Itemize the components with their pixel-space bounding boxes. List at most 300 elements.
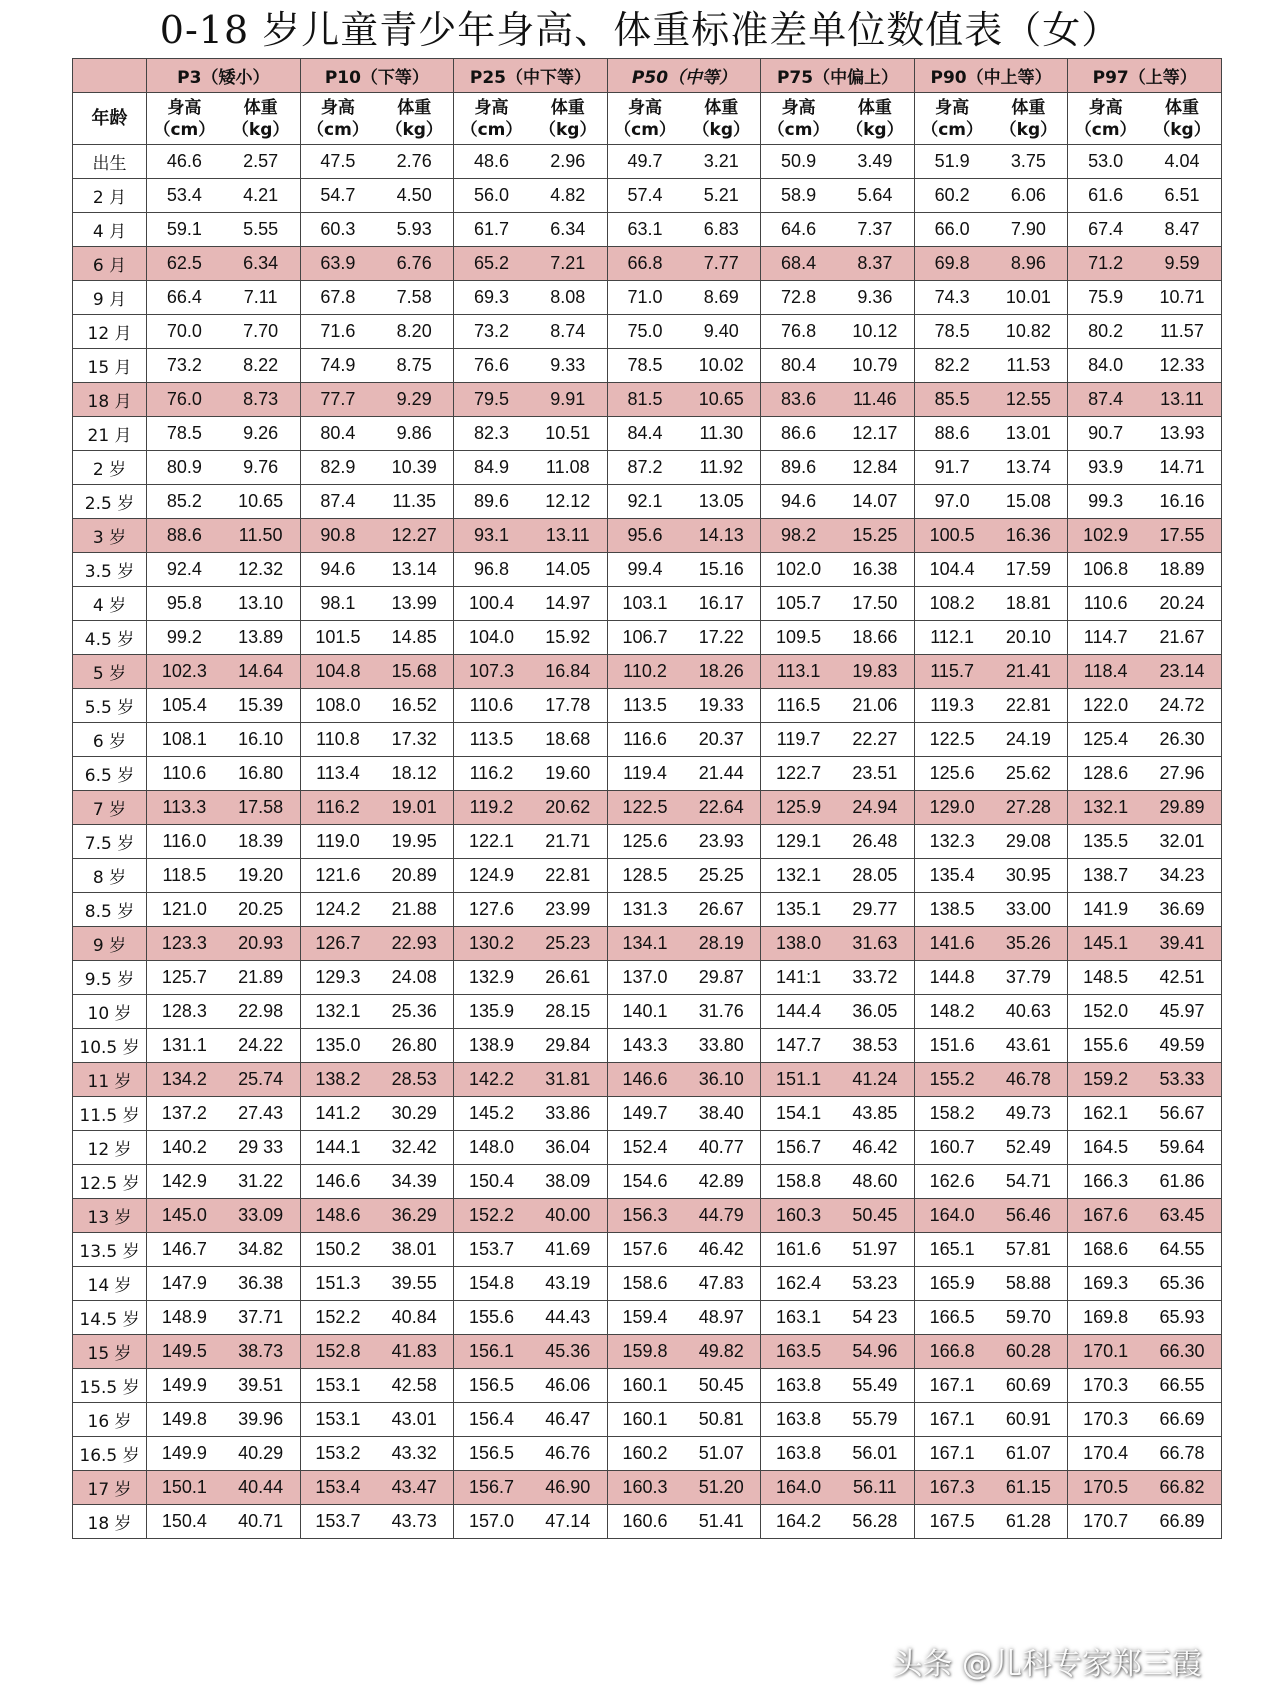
- weight-cell: 24.19: [989, 723, 1067, 757]
- height-cell: 138.9: [454, 1029, 529, 1063]
- table-row: [73, 247, 1222, 281]
- weight-cell: 23.93: [682, 825, 760, 859]
- height-cell: 146.6: [607, 1063, 682, 1097]
- weight-cell: 51.07: [682, 1437, 760, 1471]
- height-cell: 160.2: [607, 1437, 682, 1471]
- weight-cell: 16.10: [222, 723, 300, 757]
- age-cell: 9 岁: [73, 927, 147, 961]
- age-cell: 8 岁: [73, 859, 147, 893]
- weight-cell: 12.17: [836, 417, 914, 451]
- weight-cell: 30.95: [989, 859, 1067, 893]
- weight-cell: 58.88: [989, 1267, 1067, 1301]
- weight-cell: 12.84: [836, 451, 914, 485]
- height-label: 身高: [628, 97, 663, 118]
- height-cell: 149.7: [607, 1097, 682, 1131]
- weight-cell: 48.60: [836, 1165, 914, 1199]
- weight-cell: 22.64: [682, 791, 760, 825]
- age-cell: 9.5 岁: [73, 961, 147, 995]
- weight-cell: 31.63: [836, 927, 914, 961]
- weight-cell: 49.82: [682, 1335, 760, 1369]
- weight-cell: 66.30: [1143, 1335, 1222, 1369]
- weight-cell: 5.55: [222, 213, 300, 247]
- weight-cell: 8.75: [375, 349, 453, 383]
- height-cell: 116.5: [761, 689, 836, 723]
- height-cell: 80.4: [300, 417, 375, 451]
- height-cell: 124.2: [300, 893, 375, 927]
- weight-cell: 24.08: [375, 961, 453, 995]
- height-cell: 66.0: [914, 213, 989, 247]
- weight-cell: 51.20: [682, 1471, 760, 1505]
- height-unit-header: [454, 93, 529, 145]
- weight-cell: 56.11: [836, 1471, 914, 1505]
- weight-cell: 8.69: [682, 281, 760, 315]
- weight-label: 体重: [1011, 97, 1046, 118]
- height-cell: 134.2: [147, 1063, 222, 1097]
- height-cell: 119.7: [761, 723, 836, 757]
- height-cell: 119.4: [607, 757, 682, 791]
- height-cell: 167.1: [914, 1369, 989, 1403]
- height-cell: 152.4: [607, 1131, 682, 1165]
- table-row: [73, 1097, 1222, 1131]
- weight-cell: 18.26: [682, 655, 760, 689]
- height-cell: 62.5: [147, 247, 222, 281]
- height-cell: 86.6: [761, 417, 836, 451]
- height-unit: （cm）: [307, 119, 369, 140]
- table-row: [73, 791, 1222, 825]
- height-cell: 150.4: [147, 1505, 222, 1539]
- height-cell: 53.0: [1068, 145, 1143, 179]
- weight-cell: 33.00: [989, 893, 1067, 927]
- height-unit-header: [914, 93, 989, 145]
- weight-cell: 9.40: [682, 315, 760, 349]
- height-cell: 156.1: [454, 1335, 529, 1369]
- height-cell: 65.2: [454, 247, 529, 281]
- height-cell: 150.2: [300, 1233, 375, 1267]
- height-cell: 80.2: [1068, 315, 1143, 349]
- weight-cell: 44.79: [682, 1199, 760, 1233]
- height-cell: 84.4: [607, 417, 682, 451]
- height-cell: 60.2: [914, 179, 989, 213]
- weight-cell: 8.74: [529, 315, 607, 349]
- weight-cell: 30.29: [375, 1097, 453, 1131]
- weight-cell: 6.76: [375, 247, 453, 281]
- weight-cell: 24.72: [1143, 689, 1222, 723]
- weight-cell: 11.57: [1143, 315, 1222, 349]
- height-cell: 76.6: [454, 349, 529, 383]
- height-cell: 50.9: [761, 145, 836, 179]
- weight-cell: 60.28: [989, 1335, 1067, 1369]
- weight-cell: 12.32: [222, 553, 300, 587]
- height-cell: 121.0: [147, 893, 222, 927]
- weight-cell: 21.67: [1143, 621, 1222, 655]
- weight-cell: 27.96: [1143, 757, 1222, 791]
- weight-cell: 59.70: [989, 1301, 1067, 1335]
- weight-cell: 40.84: [375, 1301, 453, 1335]
- height-cell: 93.9: [1068, 451, 1143, 485]
- age-cell: 11.5 岁: [73, 1097, 147, 1131]
- weight-cell: 43.61: [989, 1029, 1067, 1063]
- height-cell: 124.9: [454, 859, 529, 893]
- weight-cell: 20.89: [375, 859, 453, 893]
- weight-cell: 57.81: [989, 1233, 1067, 1267]
- height-cell: 129.0: [914, 791, 989, 825]
- weight-label: 体重: [1164, 97, 1199, 118]
- weight-cell: 15.25: [836, 519, 914, 553]
- age-cell: 5.5 岁: [73, 689, 147, 723]
- weight-cell: 41.83: [375, 1335, 453, 1369]
- height-cell: 122.1: [454, 825, 529, 859]
- table-row: [73, 757, 1222, 791]
- weight-cell: 12.55: [989, 383, 1067, 417]
- height-cell: 152.8: [300, 1335, 375, 1369]
- weight-cell: 43.32: [375, 1437, 453, 1471]
- weight-cell: 4.82: [529, 179, 607, 213]
- height-label: 身高: [320, 97, 355, 118]
- weight-cell: 3.21: [682, 145, 760, 179]
- weight-cell: 26.80: [375, 1029, 453, 1063]
- table-row: [73, 927, 1222, 961]
- weight-cell: 12.27: [375, 519, 453, 553]
- height-cell: 103.1: [607, 587, 682, 621]
- weight-cell: 10.12: [836, 315, 914, 349]
- height-cell: 163.8: [761, 1437, 836, 1471]
- weight-cell: 40.00: [529, 1199, 607, 1233]
- table-row: [73, 825, 1222, 859]
- height-cell: 147.7: [761, 1029, 836, 1063]
- height-cell: 164.5: [1068, 1131, 1143, 1165]
- weight-cell: 7.77: [682, 247, 760, 281]
- height-cell: 149.9: [147, 1369, 222, 1403]
- weight-cell: 5.21: [682, 179, 760, 213]
- weight-cell: 46.42: [836, 1131, 914, 1165]
- weight-cell: 25.23: [529, 927, 607, 961]
- weight-cell: 17.22: [682, 621, 760, 655]
- weight-cell: 20.37: [682, 723, 760, 757]
- weight-cell: 24.94: [836, 791, 914, 825]
- weight-cell: 28.15: [529, 995, 607, 1029]
- height-cell: 106.7: [607, 621, 682, 655]
- height-cell: 80.9: [147, 451, 222, 485]
- height-cell: 141.2: [300, 1097, 375, 1131]
- height-cell: 138.0: [761, 927, 836, 961]
- height-cell: 88.6: [147, 519, 222, 553]
- weight-cell: 26.67: [682, 893, 760, 927]
- weight-cell: 15.16: [682, 553, 760, 587]
- height-cell: 164.0: [761, 1471, 836, 1505]
- weight-cell: 18.66: [836, 621, 914, 655]
- height-cell: 148.9: [147, 1301, 222, 1335]
- weight-cell: 9.76: [222, 451, 300, 485]
- weight-cell: 40.29: [222, 1437, 300, 1471]
- height-cell: 163.8: [761, 1403, 836, 1437]
- weight-cell: 32.01: [1143, 825, 1222, 859]
- height-cell: 158.6: [607, 1267, 682, 1301]
- height-cell: 125.9: [761, 791, 836, 825]
- weight-cell: 2.76: [375, 145, 453, 179]
- weight-cell: 33.72: [836, 961, 914, 995]
- weight-cell: 13.74: [989, 451, 1067, 485]
- height-unit-header: [1068, 93, 1143, 145]
- height-cell: 156.5: [454, 1437, 529, 1471]
- weight-cell: 55.49: [836, 1369, 914, 1403]
- height-unit: （cm）: [460, 119, 523, 140]
- weight-cell: 43.73: [375, 1505, 453, 1539]
- height-cell: 145.1: [1068, 927, 1143, 961]
- weight-cell: 66.82: [1143, 1471, 1222, 1505]
- height-cell: 102.9: [1068, 519, 1143, 553]
- height-cell: 100.5: [914, 519, 989, 553]
- height-cell: 104.0: [454, 621, 529, 655]
- height-cell: 88.6: [914, 417, 989, 451]
- height-cell: 149.9: [147, 1437, 222, 1471]
- weight-cell: 7.70: [222, 315, 300, 349]
- height-cell: 107.3: [454, 655, 529, 689]
- height-cell: 132.1: [300, 995, 375, 1029]
- height-cell: 153.2: [300, 1437, 375, 1471]
- age-cell: 10.5 岁: [73, 1029, 147, 1063]
- weight-cell: 63.45: [1143, 1199, 1222, 1233]
- height-cell: 144.8: [914, 961, 989, 995]
- height-cell: 71.0: [607, 281, 682, 315]
- height-cell: 166.5: [914, 1301, 989, 1335]
- weight-cell: 9.91: [529, 383, 607, 417]
- header-p90: P90（中上等）: [914, 59, 1068, 93]
- height-cell: 84.0: [1068, 349, 1143, 383]
- weight-cell: 14.71: [1143, 451, 1222, 485]
- table-row: [73, 417, 1222, 451]
- height-cell: 150.4: [454, 1165, 529, 1199]
- weight-cell: 33.80: [682, 1029, 760, 1063]
- weight-cell: 25.36: [375, 995, 453, 1029]
- height-cell: 69.3: [454, 281, 529, 315]
- height-unit-header: [761, 93, 836, 145]
- weight-cell: 66.69: [1143, 1403, 1222, 1437]
- height-cell: 159.8: [607, 1335, 682, 1369]
- weight-cell: 38.40: [682, 1097, 760, 1131]
- height-cell: 135.9: [454, 995, 529, 1029]
- weight-cell: 12.12: [529, 485, 607, 519]
- weight-cell: 21.89: [222, 961, 300, 995]
- weight-cell: 22.81: [529, 859, 607, 893]
- weight-cell: 7.11: [222, 281, 300, 315]
- height-cell: 85.5: [914, 383, 989, 417]
- height-cell: 46.6: [147, 145, 222, 179]
- height-unit-header: [147, 93, 222, 145]
- height-cell: 160.1: [607, 1369, 682, 1403]
- table-row: [73, 1199, 1222, 1233]
- weight-cell: 16.36: [989, 519, 1067, 553]
- weight-cell: 11.92: [682, 451, 760, 485]
- weight-cell: 14.05: [529, 553, 607, 587]
- weight-cell: 41.24: [836, 1063, 914, 1097]
- height-cell: 67.4: [1068, 213, 1143, 247]
- weight-cell: 46.42: [682, 1233, 760, 1267]
- weight-cell: 15.08: [989, 485, 1067, 519]
- height-cell: 126.7: [300, 927, 375, 961]
- weight-cell: 2.57: [222, 145, 300, 179]
- height-cell: 121.6: [300, 859, 375, 893]
- weight-cell: 26.48: [836, 825, 914, 859]
- weight-cell: 54 23: [836, 1301, 914, 1335]
- height-cell: 156.5: [454, 1369, 529, 1403]
- weight-cell: 17.55: [1143, 519, 1222, 553]
- height-cell: 159.2: [1068, 1063, 1143, 1097]
- height-cell: 114.7: [1068, 621, 1143, 655]
- height-cell: 165.1: [914, 1233, 989, 1267]
- percentile-header-row: [73, 59, 1222, 93]
- height-cell: 127.6: [454, 893, 529, 927]
- height-cell: 89.6: [454, 485, 529, 519]
- height-cell: 165.9: [914, 1267, 989, 1301]
- height-cell: 81.5: [607, 383, 682, 417]
- weight-cell: 17.58: [222, 791, 300, 825]
- height-label: 身高: [1088, 97, 1123, 118]
- height-cell: 160.7: [914, 1131, 989, 1165]
- weight-cell: 54.96: [836, 1335, 914, 1369]
- height-cell: 105.7: [761, 587, 836, 621]
- age-cell: 18 月: [73, 383, 147, 417]
- weight-cell: 22.27: [836, 723, 914, 757]
- age-cell: 12.5 岁: [73, 1165, 147, 1199]
- height-cell: 91.7: [914, 451, 989, 485]
- weight-cell: 43.47: [375, 1471, 453, 1505]
- height-cell: 113.4: [300, 757, 375, 791]
- height-cell: 112.1: [914, 621, 989, 655]
- weight-cell: 10.82: [989, 315, 1067, 349]
- weight-cell: 45.97: [1143, 995, 1222, 1029]
- height-cell: 122.7: [761, 757, 836, 791]
- age-cell: 14 岁: [73, 1267, 147, 1301]
- height-cell: 163.1: [761, 1301, 836, 1335]
- weight-cell: 38.73: [222, 1335, 300, 1369]
- age-cell: 16.5 岁: [73, 1437, 147, 1471]
- age-cell: 12 月: [73, 315, 147, 349]
- weight-unit-header: [836, 93, 914, 145]
- weight-cell: 34.82: [222, 1233, 300, 1267]
- weight-cell: 5.64: [836, 179, 914, 213]
- height-cell: 162.1: [1068, 1097, 1143, 1131]
- weight-cell: 40.44: [222, 1471, 300, 1505]
- header-p25: P25（中下等）: [454, 59, 608, 93]
- weight-cell: 10.71: [1143, 281, 1222, 315]
- weight-cell: 37.79: [989, 961, 1067, 995]
- weight-cell: 61.86: [1143, 1165, 1222, 1199]
- height-cell: 134.1: [607, 927, 682, 961]
- weight-cell: 36.69: [1143, 893, 1222, 927]
- weight-cell: 40.71: [222, 1505, 300, 1539]
- weight-cell: 17.59: [989, 553, 1067, 587]
- table-row: [73, 995, 1222, 1029]
- weight-cell: 42.51: [1143, 961, 1222, 995]
- weight-cell: 9.33: [529, 349, 607, 383]
- height-cell: 169.8: [1068, 1301, 1143, 1335]
- weight-cell: 13.89: [222, 621, 300, 655]
- weight-cell: 11.35: [375, 485, 453, 519]
- height-cell: 82.2: [914, 349, 989, 383]
- height-cell: 148.6: [300, 1199, 375, 1233]
- age-cell: 15 岁: [73, 1335, 147, 1369]
- weight-cell: 48.97: [682, 1301, 760, 1335]
- height-cell: 90.7: [1068, 417, 1143, 451]
- height-cell: 110.2: [607, 655, 682, 689]
- height-cell: 151.3: [300, 1267, 375, 1301]
- height-cell: 147.9: [147, 1267, 222, 1301]
- age-cell: 13 岁: [73, 1199, 147, 1233]
- weight-cell: 16.38: [836, 553, 914, 587]
- weight-cell: 18.81: [989, 587, 1067, 621]
- height-cell: 132.1: [1068, 791, 1143, 825]
- height-cell: 61.6: [1068, 179, 1143, 213]
- height-cell: 57.4: [607, 179, 682, 213]
- header-p3: P3（矮小）: [147, 59, 301, 93]
- weight-cell: 13.14: [375, 553, 453, 587]
- weight-cell: 19.83: [836, 655, 914, 689]
- height-cell: 167.1: [914, 1403, 989, 1437]
- height-cell: 152.0: [1068, 995, 1143, 1029]
- height-cell: 146.6: [300, 1165, 375, 1199]
- weight-cell: 42.89: [682, 1165, 760, 1199]
- weight-cell: 56.01: [836, 1437, 914, 1471]
- weight-cell: 43.19: [529, 1267, 607, 1301]
- weight-cell: 47.83: [682, 1267, 760, 1301]
- height-cell: 89.6: [761, 451, 836, 485]
- height-cell: 66.8: [607, 247, 682, 281]
- weight-cell: 17.78: [529, 689, 607, 723]
- height-cell: 149.5: [147, 1335, 222, 1369]
- height-cell: 159.4: [607, 1301, 682, 1335]
- age-cell: 14.5 岁: [73, 1301, 147, 1335]
- corner-cell: [73, 59, 147, 93]
- height-cell: 153.1: [300, 1369, 375, 1403]
- table-row: [73, 485, 1222, 519]
- age-cell: 6 月: [73, 247, 147, 281]
- weight-cell: 46.76: [529, 1437, 607, 1471]
- height-cell: 66.4: [147, 281, 222, 315]
- age-cell: 4 月: [73, 213, 147, 247]
- weight-cell: 19.33: [682, 689, 760, 723]
- height-cell: 166.3: [1068, 1165, 1143, 1199]
- height-cell: 98.1: [300, 587, 375, 621]
- height-cell: 142.9: [147, 1165, 222, 1199]
- height-cell: 155.6: [454, 1301, 529, 1335]
- height-cell: 137.0: [607, 961, 682, 995]
- height-cell: 113.1: [761, 655, 836, 689]
- weight-cell: 36.05: [836, 995, 914, 1029]
- height-cell: 96.8: [454, 553, 529, 587]
- height-cell: 154.8: [454, 1267, 529, 1301]
- weight-cell: 16.16: [1143, 485, 1222, 519]
- table-row: [73, 621, 1222, 655]
- age-cell: 15 月: [73, 349, 147, 383]
- height-cell: 118.4: [1068, 655, 1143, 689]
- weight-cell: 19.01: [375, 791, 453, 825]
- weight-cell: 13.93: [1143, 417, 1222, 451]
- weight-cell: 8.73: [222, 383, 300, 417]
- weight-cell: 31.22: [222, 1165, 300, 1199]
- height-cell: 113.5: [454, 723, 529, 757]
- weight-cell: 61.28: [989, 1505, 1067, 1539]
- weight-cell: 20.10: [989, 621, 1067, 655]
- table-row: [73, 961, 1222, 995]
- height-cell: 99.2: [147, 621, 222, 655]
- height-cell: 100.4: [454, 587, 529, 621]
- height-cell: 146.7: [147, 1233, 222, 1267]
- height-cell: 94.6: [761, 485, 836, 519]
- weight-cell: 38.53: [836, 1029, 914, 1063]
- height-cell: 68.4: [761, 247, 836, 281]
- weight-cell: 9.59: [1143, 247, 1222, 281]
- height-cell: 64.6: [761, 213, 836, 247]
